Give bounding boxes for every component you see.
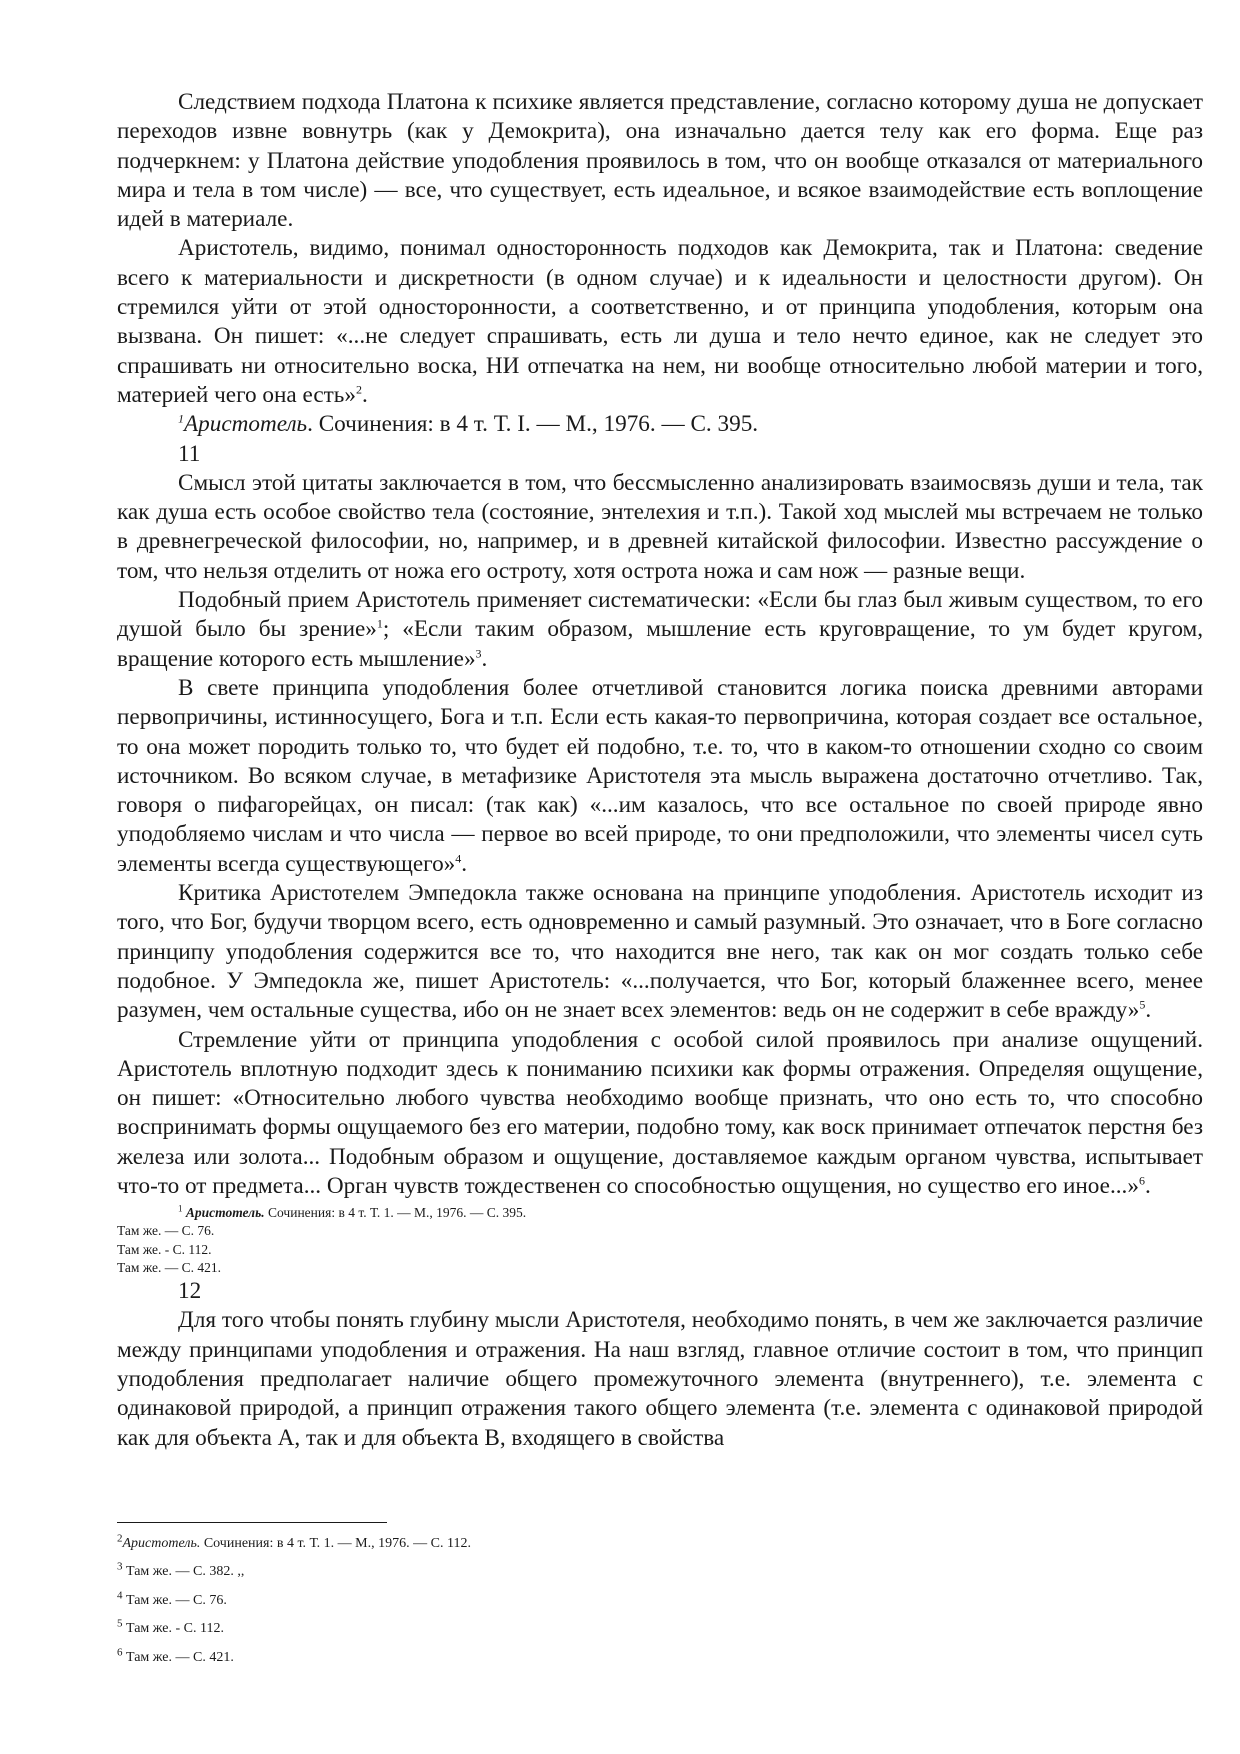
- page-number: 12: [178, 1278, 202, 1305]
- footnote: $^4$ Там же. — С. 76.: [117, 1589, 227, 1608]
- small-note: Там же. — С. 76.: [117, 1223, 215, 1239]
- paragraph: Для того чтобы понять глубину мысли Аристотеля, необходимо понять, в чем же заключается различие между принципами уподобления и отражения. На наш взгляд, главное отличие состоит в том, что принцип уподобления предполагает наличие общего промежуточного элемента (внутреннего), т.е. элемента с одинаковой природой, а принцип отражения такого общего элемента (т.е. элемента с одинаковой природой как для объекта А, так и для объекта В, входящего в свойства: [117, 1307, 1203, 1451]
- footnote: $^6$ Там же. — С. 421.: [117, 1645, 234, 1665]
- footnote: $^5$ Там же. - С. 112.: [117, 1617, 224, 1637]
- footnote-number: 2: [117, 1532, 123, 1545]
- footnote-number: 5: [117, 1617, 123, 1630]
- main-text: [117, 88, 1203, 1453]
- footnote-marker: 1: [178, 411, 184, 426]
- footnote-ref[interactable]: 5: [1139, 997, 1146, 1012]
- small-note: Там же. — С. 421.: [117, 1259, 221, 1275]
- small-notes: [117, 1204, 1203, 1277]
- paragraph: Смысл этой цитаты заключается в том, что бессмысленно анализировать взаимосвязь души и тела, так как душа есть особое свойство тела (состояние, энтелехия и т.п.). Такой ход мыслей мы встречаем не только в древнегреческой философии, но, например, и в древней китайской философии. Известно рассуждение о том, что нельзя отделить от ножа его остроту, хотя острота ножа и сам нож — разные вещи.: [117, 469, 1203, 584]
- footnote-author: Аристотель.: [122, 1536, 201, 1551]
- footnote-number: 4: [117, 1589, 123, 1602]
- footnotes: [117, 1530, 1203, 1672]
- paragraph: Стремление уйти от принципа уподобления с особой силой проявилось при анализе ощущений. Аристотель вплотную подходит здесь к пониманию психики как формы отражения. Определяя ощущение, он пишет: «Относительно любого чувства необходимо вообще признать, что оно есть то, что способно воспринимать формы ощущаемого без его материи, подобно тому, как воск принимает отпечаток перстня без железа или золота... Подобным образом и ощущение, доставляемое каждым органом чувства, испытывает что-то от предмета... Орган чувств тождественен со способностью ощущения, но существо его иное...»$^6$.: [117, 1026, 1203, 1199]
- footnote: $^2$Аристотель. Сочинения: в 4 т. Т. 1. — М., 1976. — С. 112.: [117, 1532, 471, 1551]
- footnote-ref[interactable]: 1: [376, 616, 383, 631]
- footnote-author: Аристотель: [184, 411, 308, 438]
- inline-footnote: $^1$Аристотель. Сочинения: в 4 т. Т. I. — М., 1976. — С. 395.: [178, 411, 759, 438]
- paragraph: Критика Аристотелем Эмпедокла также основана на принципе уподобления. Аристотель исходит из того, что Бог, будучи творцом всего, есть одновременно и самый разумный. Это означает, что в Боге согласно принципу уподобления содержится все то, что находится вне него, так как он мог создать только себе подобное. У Эмпедокла же, пишет Аристотель: «...получается, что Бог, который блаженнее всего, менее разумен, чем остальные существа, ибо он не знает всех элементов: ведь он не содержит в себе вражду»$^5$.: [117, 880, 1203, 1024]
- footnote: $^3$ Там же. — С. 382. ,,: [117, 1560, 245, 1580]
- paragraph: Следствием подхода Платона к психике является представление, согласно которому душа не допускает переходов извне вовнутрь (как у Демокрита), она изначально дается телу как его форма. Еще раз подчеркнем: у Платона действие уподобления проявилось в том, что он вообще отказался от материального мира и тела в том числе) — все, что существует, есть идеальное, и всякое взаимодействие есть воплощение идей в материале.: [117, 89, 1203, 233]
- small-note: Там же. - С. 112.: [117, 1241, 212, 1257]
- small-note-author: Аристотель.: [185, 1205, 265, 1221]
- footnote-separator: [117, 1522, 387, 1523]
- footnote-number: 6: [117, 1645, 123, 1658]
- footnote-ref[interactable]: 3: [475, 645, 482, 660]
- footnote-ref[interactable]: 4: [455, 850, 462, 865]
- footnote-number: 3: [117, 1560, 123, 1573]
- small-note: $^1$ Аристотель. Сочинения: в 4 т. Т. 1. — М., 1976. — С. 395.: [178, 1203, 527, 1221]
- page-number: 11: [178, 440, 201, 467]
- paragraph: Аристотель, видимо, понимал односторонность подходов как Демокрита, так и Платона: сведение всего к материальности и дискретности (в одном случае) и к идеальности и целостности другом). Он стремился уйти от этой односторонности, а соответственно, и от принципа уподобления, которым она вызвана. Он пишет: «...не следует спрашивать, есть ли душа и тело нечто единое, как не следует это спрашивать ни относительно воска, НИ отпечатка на нем, ни вообще относительно любой материи и того, материей чего она есть»$^2$.: [117, 235, 1203, 408]
- footnote-ref[interactable]: 6: [1138, 1173, 1145, 1188]
- footnote-ref[interactable]: 2: [355, 382, 362, 397]
- paragraph: В свете принципа уподобления более отчетливой становится логика поиска древними авторами первопричины, истинносущего, Бога и т.п. Если есть какая-то первопричина, которая создает все остальное, то она может породить только то, что будет ей подобно, т.е. то, что в каком-то отношении сходно со своим источником. Во всяком случае, в метафизике Аристотеля эта мысль выражена достаточно отчетливо. Так, говоря о пифагорейцах, он писал: (так как) «...им казалось, что все остальное по своей природе явно уподобляемо числам и что числа — первое во всей природе, то они предположили, что элементы чисел суть элементы всегда существующего»$^4$.: [117, 674, 1203, 877]
- paragraph: Подобный прием Аристотель применяет систематически: «Если бы глаз был живым существом, то его душой было бы зрение»$^1$; «Если таким образом, мышление есть круговращение, то ум будет кругом, вращение которого есть мышление»$^3$.: [117, 587, 1204, 672]
